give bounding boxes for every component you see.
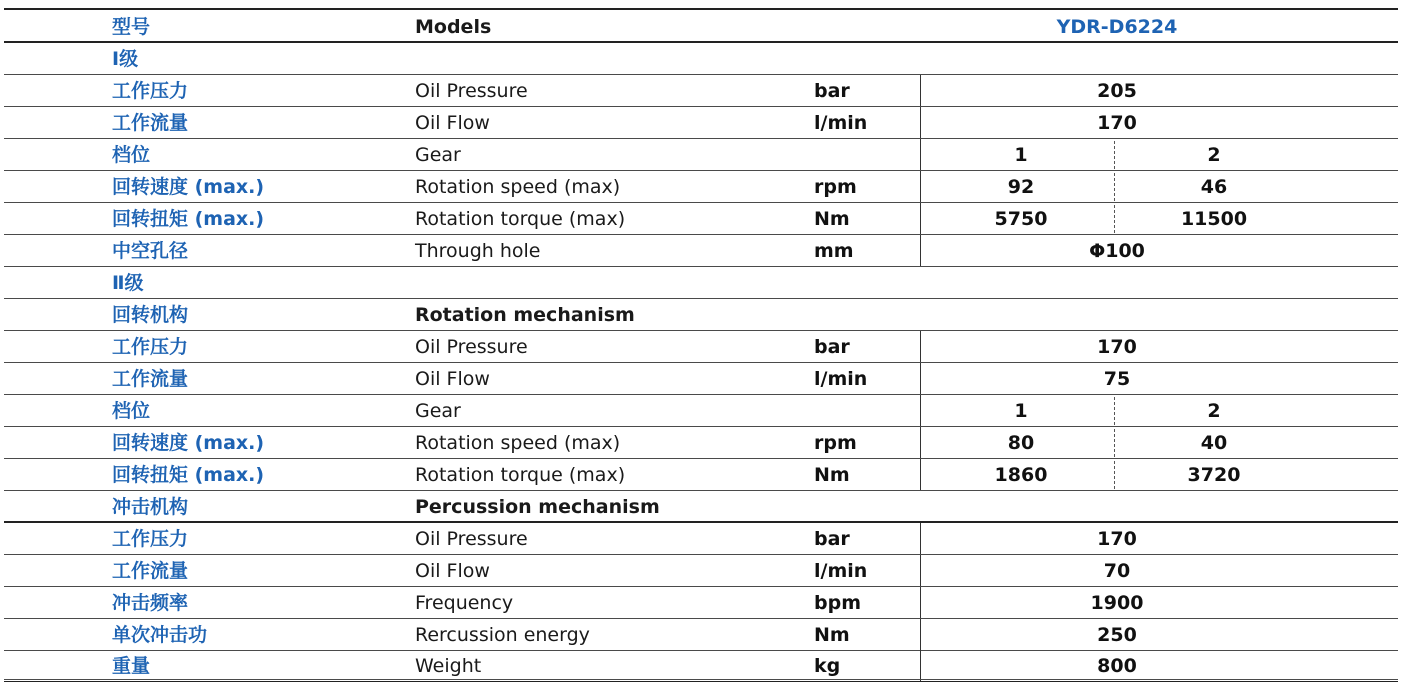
frequency-row xyxy=(4,587,1398,619)
section-1-row xyxy=(4,43,1398,75)
gear-divider xyxy=(1114,141,1115,169)
column-divider xyxy=(920,619,921,650)
column-divider xyxy=(920,363,921,394)
row-label-cn: 档位 xyxy=(112,144,151,166)
row-unit: l/min xyxy=(814,368,868,390)
section-2-row xyxy=(4,267,1398,299)
gear-2-value: 3720 xyxy=(1187,464,1241,486)
row-value: 800 xyxy=(1097,655,1137,677)
row-unit: bar xyxy=(814,336,850,358)
row-unit: Nm xyxy=(814,464,850,486)
row-value: 70 xyxy=(1103,560,1131,582)
section-2-label: Ⅱ级 xyxy=(112,272,144,294)
row-label-cn: 单次冲击功 xyxy=(112,624,208,646)
section-1-label: Ⅰ级 xyxy=(112,48,139,70)
column-divider xyxy=(920,555,921,586)
row-label-cn: 工作流量 xyxy=(112,560,189,582)
row-label-cn: 中空孔径 xyxy=(112,240,189,262)
gear-1-value: 1 xyxy=(1014,400,1028,422)
weight-row xyxy=(4,650,1398,680)
percussion-mechanism-row xyxy=(4,491,1398,523)
row-label-cn: 工作压力 xyxy=(112,336,189,358)
row-unit: Nm xyxy=(814,208,850,230)
column-divider xyxy=(920,235,921,266)
column-divider xyxy=(920,587,921,618)
column-divider xyxy=(920,75,921,106)
group-label-en: Rotation mechanism xyxy=(415,304,635,326)
gear-2-value: 46 xyxy=(1200,176,1228,198)
column-divider xyxy=(920,523,921,554)
gear-divider xyxy=(1114,205,1115,233)
rotation-mechanism-row xyxy=(4,299,1398,331)
row-unit: bpm xyxy=(814,592,861,614)
rotation-speed-2-row xyxy=(4,427,1398,459)
row-label-en: Rotation speed (max) xyxy=(415,176,621,198)
row-label-en: Rotation torque (max) xyxy=(415,208,626,230)
group-label-en: Percussion mechanism xyxy=(415,496,660,518)
row-unit: l/min xyxy=(814,560,868,582)
row-label-en: Rotation torque (max) xyxy=(415,464,626,486)
percussion-energy-row xyxy=(4,619,1398,651)
table-top-rule xyxy=(4,8,1398,10)
gear-1-value: 80 xyxy=(1007,432,1035,454)
column-divider xyxy=(920,459,921,490)
row-label-en: Rotation speed (max) xyxy=(415,432,621,454)
row-unit: bar xyxy=(814,80,850,102)
gear-2-value: 2 xyxy=(1207,400,1221,422)
column-divider xyxy=(920,139,921,170)
row-label-cn: 冲击频率 xyxy=(112,592,189,614)
gear-1-value: 1860 xyxy=(994,464,1048,486)
row-value: 250 xyxy=(1097,624,1137,646)
row-label-cn: 回转扭矩 (max.) xyxy=(112,208,265,230)
row-label-en: Oil Pressure xyxy=(415,336,528,358)
gear-1-value: 5750 xyxy=(994,208,1048,230)
group-label-cn: 冲击机构 xyxy=(112,496,189,518)
row-label-cn: 工作流量 xyxy=(112,112,189,134)
row-label-en: Gear xyxy=(415,144,461,166)
table-bottom-rule xyxy=(4,681,1398,682)
row-label-en: Rercussion energy xyxy=(415,624,590,646)
row-label-en: Oil Flow xyxy=(415,368,490,390)
row-label-cn: 回转速度 (max.) xyxy=(112,432,265,454)
group-label-cn: 回转机构 xyxy=(112,304,189,326)
row-unit: rpm xyxy=(814,432,857,454)
models-row xyxy=(4,11,1398,43)
gear-divider xyxy=(1114,429,1115,457)
oil-pressure-3-row xyxy=(4,523,1398,555)
row-label-en: Oil Pressure xyxy=(415,80,528,102)
gear-2-row xyxy=(4,395,1398,427)
gear-1-value: 1 xyxy=(1014,144,1028,166)
row-label-en: Weight xyxy=(415,655,482,677)
row-value: 170 xyxy=(1097,528,1137,550)
oil-flow-3-row xyxy=(4,555,1398,587)
column-divider xyxy=(920,427,921,458)
row-label-cn: 回转速度 (max.) xyxy=(112,176,265,198)
column-divider xyxy=(920,171,921,202)
row-unit: Nm xyxy=(814,624,850,646)
gear-2-value: 11500 xyxy=(1180,208,1248,230)
oil-pressure-2-row xyxy=(4,331,1398,363)
row-unit: bar xyxy=(814,528,850,550)
column-divider xyxy=(920,107,921,138)
row-value: 75 xyxy=(1103,368,1131,390)
row-label-cn: 工作压力 xyxy=(112,528,189,550)
row-label-en: Frequency xyxy=(415,592,514,614)
rotation-torque-2-row xyxy=(4,459,1398,491)
row-value: Φ100 xyxy=(1089,240,1145,262)
oil-flow-2-row xyxy=(4,363,1398,395)
row-label-en: Oil Flow xyxy=(415,112,490,134)
through-hole-row xyxy=(4,235,1398,267)
row-value: 170 xyxy=(1097,112,1137,134)
model-value: YDR-D6224 xyxy=(1056,16,1178,38)
column-divider xyxy=(920,203,921,234)
column-divider xyxy=(920,395,921,426)
row-unit: rpm xyxy=(814,176,857,198)
oil-flow-1-row xyxy=(4,107,1398,139)
row-label-en: Gear xyxy=(415,400,461,422)
rotation-speed-1-row xyxy=(4,171,1398,203)
gear-1-row xyxy=(4,139,1398,171)
row-value: 205 xyxy=(1097,80,1137,102)
row-unit: kg xyxy=(814,655,841,677)
row-label-cn: 重量 xyxy=(112,655,151,677)
row-label-cn: 工作流量 xyxy=(112,368,189,390)
row-label-en: Oil Flow xyxy=(415,560,490,582)
gear-2-value: 40 xyxy=(1200,432,1228,454)
rotation-torque-1-row xyxy=(4,203,1398,235)
gear-divider xyxy=(1114,397,1115,425)
model-label-en: Models xyxy=(415,16,492,38)
gear-divider xyxy=(1114,173,1115,201)
row-value: 1900 xyxy=(1090,592,1144,614)
gear-divider xyxy=(1114,461,1115,489)
column-divider xyxy=(920,650,921,681)
gear-1-value: 92 xyxy=(1007,176,1035,198)
row-label-en: Oil Pressure xyxy=(415,528,528,550)
row-unit: mm xyxy=(814,240,854,262)
row-label-cn: 档位 xyxy=(112,400,151,422)
row-value: 170 xyxy=(1097,336,1137,358)
oil-pressure-1-row xyxy=(4,75,1398,107)
gear-2-value: 2 xyxy=(1207,144,1221,166)
row-label-cn: 工作压力 xyxy=(112,80,189,102)
row-label-cn: 回转扭矩 (max.) xyxy=(112,464,265,486)
column-divider xyxy=(920,331,921,362)
row-label-en: Through hole xyxy=(415,240,541,262)
model-label-cn: 型号 xyxy=(112,16,151,38)
row-unit: l/min xyxy=(814,112,868,134)
